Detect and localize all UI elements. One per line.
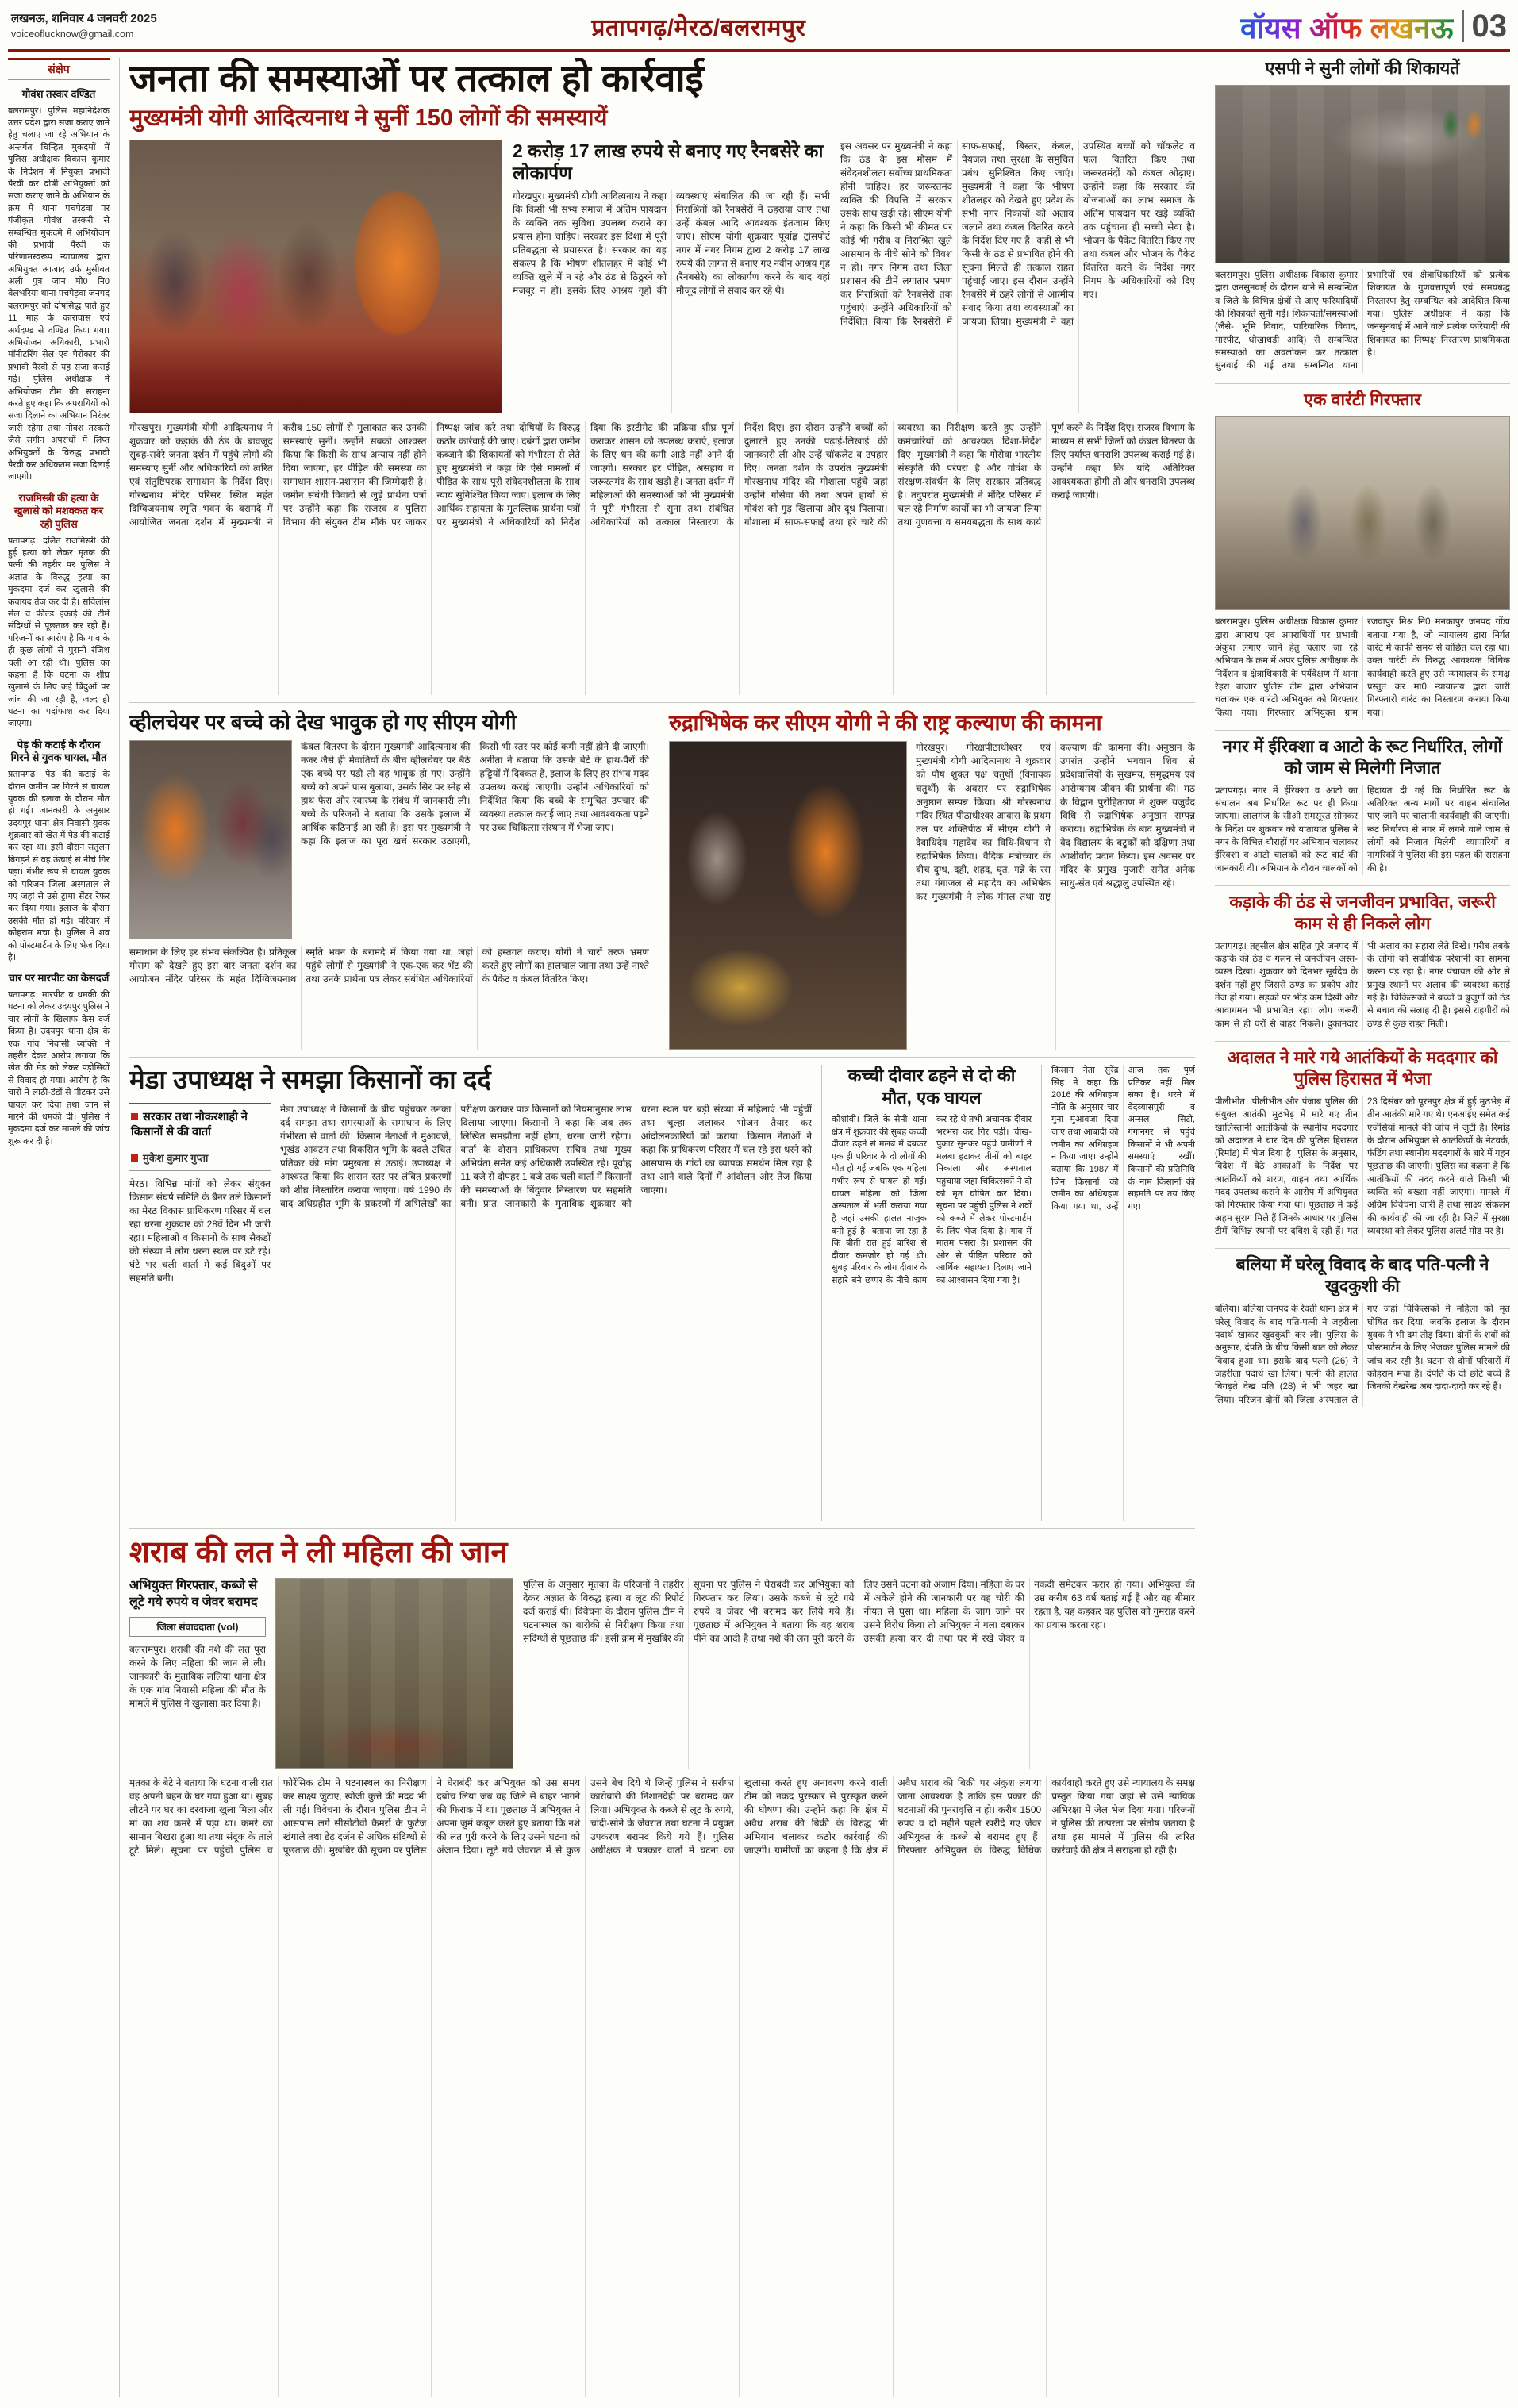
wheelchair-body: कंबल वितरण के दौरान मुख्यमंत्री आदित्यनाथ की नजर जैसे ही मेवातियों के बीच व्हीलचेयर पर बैठे एक बच्चे पर पड़ी तो वह भावुक हो गए। उन्होंने बच्चे को अपने पास बुलाया, उसके सिर पर स्नेह से हाथ फेरा और स्वास्थ्य के संबंध में जानकारी ली। बच्चे के परिजनों ने बताया कि उसके इलाज में आर्थिक कठिनाई आ रही है। इस पर मुख्यमंत्री ने कहा कि इलाज का पूरा खर्च सरकार उठाएगी, किसी भी स्तर पर कोई कमी नहीं होने दी जाएगी। अनीता ने बताया कि उसके बेटे के हाथ-पैरों की हड्डियों में दिक्कत है, इलाज के लिए हर संभव मदद उपलब्ध कराई जाएगी। उन्होंने अधिकारियों को निर्देशित किया कि बच्चे के समुचित उपचार की व्यवस्था तत्काल कराई जाए तथा आवश्यकता पड़ने पर उच्च चिकित्सा संस्थान में भेजा जाए। [301,741,649,847]
rudrabhishek-headline: रुद्राभिषेक कर सीएम योगी ने की राष्ट्र कल्याण की कामना [669,711,1102,735]
court-remand-headline: अदालत ने मारे गये आतंकियों के मददगार को पुलिस हिरासत में भेजा [1227,1048,1498,1089]
byline-box [129,1103,271,1171]
police-press-photo [275,1578,513,1769]
column-divider [821,1065,822,1521]
column-divider [1041,1065,1042,1521]
brief-title: पेड़ की कटाई के दौरान गिरने से युवक घायल, मौत [10,738,107,764]
second-story-row [129,710,1195,1050]
brief-body: प्रतापगढ़। दलित राजमिस्त्री की हुई हत्या को लेकर मृतक की पत्नी की तहरीर पर पुलिस ने अज्ञात के विरुद्ध हत्या का मुकदमा दर्ज कर खुलासे की कवायद तेज कर दी है। सर्विलांस सेल व फील्ड इकाई की टीमें संदिग्धों से पूछताछ कर रही हैं। परिजनों का आरोप है कि गांव के ही कुछ लोगों से पुरानी रंजिश चली आ रही थी। पुलिस का कहना है कि घटना के शीघ्र खुलासे के लिए कई बिंदुओं पर जांच की जा रही है, जल्द ही घटना का पर्दाफाश कर दिया जाएगा। [8,536,110,729]
rudrabhishek-content [669,741,1195,1050]
lead-body-band: गोरखपुर। मुख्यमंत्री योगी आदित्यनाथ ने शुक्रवार को कड़ाके की ठंड के बावजूद सुबह-सवेरे जनता दर्शन में पहुंचे लोगों की समस्याएं सुनीं और अधिकारियों को त्वरित एवं संतुष्टिपरक समाधान के निर्देश दिए। गोरखनाथ मंदिर परिसर स्थित महंत दिग्विजयनाथ स्मृति भवन के बरामदे में आयोजित जनता दर्शन में मुख्यमंत्री ने करीब 150 लोगों से मुलाकात कर उनकी समस्याएं सुनीं। उन्होंने सबको आश्वस्त किया कि किसी के साथ अन्याय नहीं होने दिया जाएगा, हर पीड़ित की समस्या का समाधान शासन-प्रशासन की जिम्मेदारी है। जमीन संबंधी विवादों से जुड़े प्रार्थना पत्रों पर उन्होंने कहा कि राजस्व व पुलिस विभाग की संयुक्त टीम मौके पर जाकर निष्पक्ष जांच करे तथा दोषियों के विरुद्ध कठोर कार्रवाई की जाए। दबंगों द्वारा जमीन कब्जाने की शिकायतों को गंभीरता से लेते हुए मुख्यमंत्री ने कहा कि ऐसे मामलों में पीड़ित के साथ पूरी संवेदनशीलता के साथ न्याय सुनिश्चित किया जाए। इलाज के लिए आर्थिक सहायता के मुतल्लिक प्रार्थना पत्रों पर मुख्यमंत्री ने अधिकारियों को निर्देश दिया कि इस्टीमेट की प्रक्रिया शीघ्र पूर्ण कराकर शासन को उपलब्ध कराएं, इलाज के लिए धन की कमी आड़े नहीं आने दी जाएगी। सरकार हर पीड़ित, असहाय व जरूरतमंद के साथ खड़ी है। जनता दर्शन में महिलाओं की समस्याओं को भी मुख्यमंत्री ने पूरी गंभीरता से सुना तथा संबंधित अधिकारियों को तत्काल निस्तारण के निर्देश दिए। इस दौरान उन्होंने बच्चों को दुलारते हुए उनकी पढ़ाई-लिखाई की जानकारी ली और उन्हें चॉकलेट व उपहार दिए। जनता दर्शन के उपरांत मुख्यमंत्री गोरखनाथ मंदिर की गोशाला पहुंचे जहां उन्होंने गोसेवा की तथा अपने हाथों से गोवंश को गुड़ खिलाया और दूध पिलाया। गोशाला में साफ-सफाई तथा हरे चारे की व्यवस्था का निरीक्षण करते हुए उन्होंने कर्मचारियों को आवश्यक दिशा-निर्देश दिए। मुख्यमंत्री ने कहा कि गोसेवा भारतीय संस्कृति की परंपरा है और गोवंश के संरक्षण-संवर्धन के लिए सरकार प्रतिबद्ध है। तदुपरांत मुख्यमंत्री ने मंदिर परिसर में चल रहे निर्माण कार्यों का भी जायजा लिया तथा गुणवत्ता व समयबद्धता के साथ कार्य पूर्ण करने के निर्देश दिए। राजस्व विभाग के माध्यम से सभी जिलों को कंबल वितरण के लिए पर्याप्त धनराशि उपलब्ध कराई गई है। उन्होंने कहा कि यदि अतिरिक्त आवश्यकता होगी तो और धनराशि उपलब्ध कराई जाएगी। [129,422,1195,528]
rudrabhishek-body: गोरखपुर। गोरक्षपीठाधीश्वर एवं मुख्यमंत्री योगी आदित्यनाथ ने शुक्रवार को पौष शुक्ल पक्ष चतुर्थी (विनायक चतुर्थी) के अवसर पर रुद्राभिषेक अनुष्ठान सम्पन्न किया। श्री गोरखनाथ मंदिर स्थित पीठाधीश्वर आवास के प्रथम तल पर शक्तिपीठ में सीएम योगी ने देवाधिदेव महादेव का विधि-विधान से रुद्राभिषेक किया। वैदिक मंत्रोच्चार के बीच दुग्ध, दही, शहद, घृत, गन्ने के रस तथा गंगाजल से महादेव का अभिषेक कर मुख्यमंत्री ने लोक मंगल तथा राष्ट्र कल्याण की कामना की। अनुष्ठान के उपरांत उन्होंने भगवान शिव से प्रदेशवासियों के सुखमय, समृद्धमय एवं आरोग्यमय जीवन की प्रार्थना की। मठ के विद्वान पुरोहितगण ने शुक्ल यजुर्वेद विधि से रुद्राभिषेक अनुष्ठान सम्पन्न कराया। रुद्राभिषेक के बाद मुख्यमंत्री ने वेद विद्यालय के बटुकों को दक्षिणा तथा आशीर्वाद प्रदान किया। इस अवसर पर मंदिर के प्रमुख पुजारी समेत अनेक साधु-संत एवं श्रद्धालु उपस्थित रहे। [916,742,1195,902]
meda-body-columns: मेडा उपाध्यक्ष ने किसानों के बीच पहुंचकर उनका दर्द समझा तथा समस्याओं के समाधान के लिए गंभीरता से वार्ता की। किसान नेताओं ने मुआवजे, भूखंड आवंटन तथा विकसित भूमि के बदले उचित प्रतिकर की मांग प्रमुखता से उठाई। उपाध्यक्ष ने आश्वस्त किया कि शासन स्तर पर लंबित प्रकरणों को शीघ्र निस्तारित कराया जाएगा। वर्ष 1990 के बाद अधिग्रहीत भूमि के प्रकरणों में अभिलेखों का परीक्षण कराकर पात्र किसानों को नियमानुसार लाभ दिलाया जाएगा। किसानों ने कहा कि जब तक लिखित समझौता नहीं होगा, धरना जारी रहेगा। वार्ता के दौरान प्राधिकरण सचिव तथा मुख्य अभियंता समेत कई अधिकारी उपस्थित रहे। पूर्वाह्न 11 बजे से दोपहर 1 बजे तक चली वार्ता में किसानों की समस्याओं के बिंदुवार निस्तारण पर सहमति बनी। प्रात: जानकारी के मुताबिक शुक्रवार को धरना स्थल पर बड़ी संख्या में महिलाएं भी पहुंचीं तथा चूल्हा जलाकर भोजन तैयार कर आंदोलनकारियों को कराया। किसान नेताओं ने कहा कि प्राधिकरण परिसर में चल रहे इस धरने को आसपास के गांवों का व्यापक समर्थन मिल रहा है तथा आने वाले दिनों में आंदोलन और तेज किया जाएगा। [280,1103,812,1210]
liquor-top-columns: पुलिस के अनुसार मृतका के परिजनों ने तहरीर देकर अज्ञात के विरुद्ध हत्या व लूट की रिपोर्ट दर्ज कराई थी। विवेचना के दौरान पुलिस टीम ने घटनास्थल का बारीकी से निरीक्षण किया तथा संदिग्धों से पूछताछ की। इसी क्रम में मुखबिर की सूचना पर पुलिस ने घेराबंदी कर अभियुक्त को गिरफ्तार कर लिया। उसके कब्जे से लूटे गये रुपये व जेवर भी बरामद कर लिये गये हैं। पूछताछ में अभियुक्त ने बताया कि वह शराब पीने का आदी है तथा नशे की लत पूरी करने के लिए उसने घटना को अंजाम दिया। महिला के घर में अकेले होने की जानकारी पर वह चोरी की नीयत से घुसा था। महिला के जाग जाने पर उसने विरोध किया तो अभियुक्त ने गला दबाकर उसकी हत्या कर दी तथा घर में रखे जेवर व नकदी समेटकर फरार हो गया। अभियुक्त की उम्र करीब 63 वर्ष बताई गई है और वह बीमार रहता है, यह कहकर वह पुलिस को गुमराह करने का प्रयास करता रहा। [523,1578,1195,1644]
contact-email: voiceoflucknow@gmail.com [11,28,134,40]
cold-wave-headline: कड़ाके की ठंड से जनजीवन प्रभावित, जरूरी काम से ही निकले लोग [1229,893,1496,933]
page-content [8,58,1510,2397]
liquor-byline: जिला संवाददाता (vol) [129,1617,266,1637]
story-divider [1215,383,1510,384]
court-remand-body: पीलीभीत। पीलीभीत और पंजाब पुलिस की संयुक्त आतंकी मुठभेड़ में मारे गए तीन खालिस्तानी आतंकियों के स्थानीय मददगार को अदालत ने चार दिन की पुलिस हिरासत (रिमांड) में भेज दिया है। पुलिस के अनुसार, विदेश में बैठे आकाओं के निर्देश पर आतंकियों को शरण, वाहन तथा आर्थिक मदद उपलब्ध कराने के आरोप में अभियुक्त को गिरफ्तार किया गया था। पूछताछ में कई अहम सुराग मिले हैं जिनके आधार पर पुलिस टीमें विभिन्न स्थानों पर दबिश दे रही हैं। गत 23 दिसंबर को पूरनपुर क्षेत्र में हुई मुठभेड़ में तीन आतंकी मारे गए थे। एनआईए समेत कई एजेंसियां मामले की जांच में जुटी हैं। रिमांड के दौरान अभियुक्त से आतंकियों के नेटवर्क, फंडिंग तथा स्थानीय मददगारों के बारे में गहन पूछताछ की जाएगी। पुलिस का कहना है कि आतंकियों की मदद करने वाले किसी भी व्यक्ति को बख्शा नहीं जाएगा। मामले में अग्रिम विवेचना जारी है तथा साक्ष्य संकलन की कार्यवाही की जा रही है। जिले में सुरक्षा व्यवस्था को लेकर पुलिस अलर्ट मोड पर है। [1215,1096,1510,1237]
page-number: 03 [1462,10,1508,42]
erickshaw-route-story [1215,736,1510,875]
brief-body: बलरामपुर। पुलिस महानिदेशक उत्तर प्रदेश द्वारा सजा कराए जाने हेतु चलाए जा रहे अभियान के अन्तर्गत चिन्हित मुकदमों में पुलिस अधीक्षक विकास कुमार के निर्देशन में नियुक्त प्रभावी पैरवी कर दोषी अभियुक्तों को सजा कराए जाने के अभियान के क्रम में थाना पचपेड़वा पर पंजीकृत गोवंश तस्करी से सम्बन्धित मुकदमे में अभियोजन की प्रभावी पैरवी के परिणामस्वरूप न्यायालय द्वारा अभियुक्त आजाद उर्फ मुसीबत अली पुत्र जान मो0 नि0 बेलभरिया थाना पचपेड़वा जनपद बलरामपुर को दोषसिद्ध पाते हुए 11 माह के कारावास एवं अर्थदण्ड से दण्डित किया गया। अभियोजन अधिकारी, प्रभारी मॉनीटरिंग सेल एवं पैरोकार की प्रभावी पैरवी से यह सजा कराई गई। पुलिस अधीक्षक ने अभियोजन टीम की सराहना करते हुए कहा कि अपराधियों को सजा दिलाने का अभियान निरंतर जारी रहेगा तथा गोवंश तस्करी जैसे संगीन अपराधों में लिप्त अभियुक्तों के विरुद्ध प्रभावी पैरवी कर अधिकतम सजा दिलाई जाएगी। [8,106,110,482]
lead-story [129,58,1195,695]
wall-collapse-headline: कच्ची दीवार ढहने से दो की मौत, एक घायल [847,1066,1016,1108]
ballia-suicide-body: बलिया। बलिया जनपद के रेवती थाना क्षेत्र में घरेलू विवाद के बाद पति-पत्नी ने जहरीला पदार्थ खाकर खुदकुशी कर ली। पुलिस के अनुसार, दंपति के बीच किसी बात को लेकर विवाद हुआ था। इसके बाद पत्नी (26) ने जहरीला पदार्थ खा लिया। पत्नी की हालत बिगड़ते देख पति (28) ने भी जहर खा लिया। परिजन दोनों को जिला अस्पताल ले गए जहां चिकित्सकों ने महिला को मृत घोषित कर दिया, जबकि इलाज के दौरान युवक ने भी दम तोड़ दिया। दोनों के शवों को पोस्टमार्टम के लिए भेजकर पुलिस मामले की जांच कर रही है। घटना से दोनों परिवारों में कोहराम मचा है। दंपति के दो छोटे बच्चे हैं जिनकी देखरेख अब दादा-दादी कर रहे हैं। [1215,1304,1510,1405]
main-stories [129,58,1195,2397]
wheelchair-photo [129,740,292,939]
sp-hearing-story [1215,58,1510,373]
erickshaw-route-body: प्रतापगढ़। नगर में ईरिक्शा व आटो का संचालन अब निर्धारित रूट पर ही किया जाएगा। लालगंज के सीओ रामसूरत सोनकर के निर्देश पर शुक्रवार को यातायात पुलिस ने नगर के विभिन्न चौराहों पर अभियान चलाकर ईरिक्शा व आटो चालकों को रूट चार्ट की जानकारी दी। अभियान के दौरान चालकों को हिदायत दी गई कि निर्धारित रूट के अतिरिक्त अन्य मार्गों पर वाहन संचालित पाए जाने पर चालानी कार्यवाही की जाएगी। रूट निर्धारण से नगर में लगने वाले जाम से लोगों को निजात मिलेगी। व्यापारियों व नागरिकों ने पुलिस की इस पहल की सराहना की है। [1215,785,1510,874]
lead-subhead: मुख्यमंत्री योगी आदित्यनाथ ने सुनीं 150 लोगों की समस्यायें [129,105,608,131]
edition-names: प्रतापगढ़/मेरठ/बलरामपुर [591,14,806,41]
brief-item [8,739,110,965]
masthead-dateline [11,11,157,40]
byline [131,1146,269,1165]
bullet-square-icon [131,1154,138,1162]
rudrabhishek-story [669,710,1195,1050]
warrant-arrest-story [1215,390,1510,720]
liquor-story [129,1536,1195,2397]
masthead-brand-block [1240,6,1507,47]
meda-content [129,1103,812,1521]
brief-title: राजमिस्त्री की हत्या के खुलासे को मशक्कत कर रही पुलिस [13,491,104,530]
sp-hearing-headline: एसपी ने सुनी लोगों की शिकायतें [1265,59,1460,78]
edition-date: लखनऊ, शनिवार 4 जनवरी 2025 [11,12,157,26]
byline-text: मुकेश कुमार गुप्ता [143,1152,209,1165]
brief-body: प्रतापगढ़। मारपीट व धमकी की घटना को लेकर उदयपुर पुलिस ने चार लोगों के खिलाफ केस दर्ज किया है। उदयपुर थाना क्षेत्र के एक गांव निवासी व्यक्ति ने तहरीर देकर आरोप लगाया कि खेत की मेड़ को लेकर पड़ोसियों से विवाद हो गया। आरोप है कि चारों ने लाठी-डंडों से पीटकर उसे घायल कर दिया तथा जान से मारने की धमकी दी। पुलिस ने मुकदमा दर्ज कर मामले की जांच शुरू कर दी है। [8,989,110,1146]
standfirst-text: सरकार तथा नौकरशाही ने किसानों से की वार्ता [131,1110,248,1139]
warrant-arrest-body: बलरामपुर। पुलिस अधीक्षक विकास कुमार द्वारा अपराध एवं अपराधियों पर प्रभावी अंकुश लगाए जाने हेतु चलाए जा रहे अभियान के क्रम में अपर पुलिस अधीक्षक के निर्देशन व क्षेत्राधिकारी के पर्यवेक्षण में थाना रेहरा बाजार पुलिस टीम द्वारा अभियान चलाकर एक वारंटी अभियुक्त को गिरफ्तार किया गया। गिरफ्तार अभियुक्त ग्राम रजवापुर मिश्र नि0 मनकापुर जनपद गोंडा बताया गया है, जो न्यायालय द्वारा निर्गत वारंट में काफी समय से वांछित चल रहा था। उक्त वारंटी के विरुद्ध आवश्यक विधिक कार्यवाही करते हुए उसे न्यायालय के समक्ष प्रस्तुत कर मा0 न्यायालय द्वारा जारी गिरफ्तारी वारंट का निस्तारण कराया किया गया। [1215,617,1510,718]
briefs-section-label: संक्षेप [8,58,110,80]
section-divider [129,1057,1195,1058]
third-story-row [129,1065,1195,1521]
wall-collapse-body: कौशांबी। जिले के सैनी थाना क्षेत्र में शुक्रवार की सुबह कच्ची दीवार ढहने से मलबे में दबकर एक ही परिवार के दो लोगों की मौत हो गई जबकि एक महिला गंभीर रूप से घायल हो गई। घायल महिला को जिला अस्पताल में भर्ती कराया गया है जहां उसकी हालत नाजुक बनी हुई है। बताया जा रहा है कि बीती रात हुई बारिश से दीवार कमजोर हो गई थी। सुबह परिवार के लोग दीवार के सहारे बने छप्पर के नीचे काम कर रहे थे तभी अचानक दीवार भरभरा कर गिर पड़ी। चीख-पुकार सुनकर पहुंचे ग्रामीणों ने मलबा हटाकर तीनों को बाहर निकाला और अस्पताल पहुंचाया जहां चिकित्सकों ने दो को मृत घोषित कर दिया। सूचना पर पहुंची पुलिस ने शवों को कब्जे में लेकर पोस्टमार्टम के लिए भेज दिया है। गांव में मातम पसरा है। प्रशासन की ओर से पीड़ित परिवार को आर्थिक सहायता दिलाए जाने का आश्वासन दिया गया है। [832,1115,1032,1285]
liquor-info-column [129,1578,266,1769]
story-divider [1215,1041,1510,1042]
wheelchair-body-extra: समाधान के लिए हर संभव संकल्पित है। प्रतिकूल मौसम को देखते हुए इस बार जनता दर्शन का आयोजन मंदिर परिसर के महंत दिग्विजयनाथ स्मृति भवन के बरामदे में किया गया था, जहां पहुंचे लोगों से मुख्यमंत्री ने एक-एक कर भेंट की तथा उनके प्रार्थना पत्र लेकर संबंधित अधिकारियों को हस्तगत कराए। योगी ने चारों तरफ भ्रमण करते हुए लोगों का हालचाल जाना तथा उन्हें नाश्ते के पैकेट व कंबल वितरित किए। [129,947,649,985]
section-divider [129,702,1195,703]
kicker-zone [513,140,830,413]
brief-title: चार पर मारपीट का केसदर्ज [8,972,110,985]
meda-info-column [129,1103,271,1521]
cold-wave-story [1215,892,1510,1031]
masthead-rule [8,49,1510,52]
newspaper-logo: वॉयस ऑफ लखनऊ [1240,6,1454,47]
kicker-body: गोरखपुर। मुख्यमंत्री योगी आदित्यनाथ ने कहा कि किसी भी सभ्य समाज में अंतिम पायदान के व्यक्ति तक सुविधा उपलब्ध कराने का प्रयास होना चाहिए। सरकार इस दिशा में पूरी प्रतिबद्धता से प्रयासरत है। सरकार का यह संकल्प है कि भीषण शीतलहर में कोई भी व्यक्ति खुले में न रहे और ठंड से ठिठुरने को मजबूर न हो। इसके लिए आश्रय गृहों की व्यवस्थाएं संचालित की जा रही हैं। सभी निराश्रितों को रैनबसेरों में ठहराया जाए तथा उन्हें कंबल आदि आवश्यक इंतजाम किए जाएं। सीएम योगी शुक्रवार पूर्वाह्न ट्रांसपोर्ट नगर में नगर निगम द्वारा 2 करोड़ 17 लाख रुपये की लागत से बनाए गए नवीन आश्रय गृह (रैनबसेरे) का लोकार्पण करने के बाद वहां मौजूद लोगों से संवाद कर रहे थे। [513,190,830,297]
ballia-suicide-story [1215,1254,1510,1406]
kicker-headline: 2 करोड़ 17 लाख रुपये से बनाए गए रैनबसेरे का लोकार्पण [513,140,824,184]
warrant-arrest-headline: एक वारंटी गिरफ्तार [1304,390,1421,409]
wheelchair-top [129,740,649,939]
right-rail [1215,58,1510,2397]
story-divider [1215,1248,1510,1249]
meda-story [129,1065,812,1521]
wheelchair-headline: व्हीलचेयर पर बच्चे को देख भावुक हो गए सीएम योगी [129,710,517,735]
rudrabhishek-photo [669,741,907,1050]
story-divider [1215,885,1510,886]
bullet-square-icon [131,1113,138,1120]
column-divider [119,58,120,2397]
brief-item [8,88,110,484]
sp-hearing-photo [1215,85,1510,263]
brief-item [8,492,110,731]
wheelchair-story [129,710,649,1050]
liquor-top-row [129,1578,1195,1769]
erickshaw-route-headline: नगर में ईरिक्शा व आटो के रूट निर्धारित, लोगों को जाम से मिलेगी निजात [1222,737,1503,778]
meda-headline: मेडा उपाध्यक्ष ने समझा किसानों का दर्द [129,1065,491,1095]
meda-intro: मेरठ। विभिन्न मांगों को लेकर संयुक्त किसान संघर्ष समिति के बैनर तले किसानों का मेरठ विकास प्राधिकरण परिसर में चल रहा धरना शुक्रवार को 28वें दिन भी जारी रहा। महिलाओं व किसानों के साथ सैकड़ों की संख्या में लोग धरना स्थल पर डटे रहे। घंटे भर चली वार्ता में कई बिंदुओं पर सहमति बनी। [129,1178,271,1285]
lead-photo [129,140,502,413]
cold-wave-body: प्रतापगढ़। तहसील क्षेत्र सहित पूरे जनपद में कड़ाके की ठंड व गलन से जनजीवन अस्त-व्यस्त दिखा। शुक्रवार को दिनभर सूर्यदेव के दर्शन नहीं हुए जिससे ठण्ड का प्रकोप और तेज हो गया। सड़कों पर भीड़ कम दिखी और आवागमन भी प्रभावित रहा। लोग जरूरी काम से ही घरों से बाहर निकले। दुकानदार भी अलाव का सहारा लेते दिखे। गरीब तबके के लोगों को सर्वाधिक परेशानी का सामना करना पड़ रहा है। नगर पंचायत की ओर से प्रमुख स्थानों पर अलाव की व्यवस्था कराई गई है। चिकित्सकों ने बच्चों व बुजुर्गों को ठंड से बचाव की सलाह दी है। इससे राहगीरों को ठण्ड से कुछ राहत मिली। [1215,941,1510,1029]
liquor-subhead: अभियुक्त गिरफ्तार, कब्जे से लूटे गये रुपये व जेवर बरामद [129,1578,258,1609]
meda-continuation: किसान नेता सुरेंद्र सिंह ने कहा कि 2016 की अधिग्रहण नीति के अनुसार चार गुना मुआवजा दिया जाए तथा आबादी की जमीन का अधिग्रहण न किया जाए। उन्होंने बताया कि 1987 में जिन किसानों की जमीन का अधिग्रहण किया गया था, उन्हें आज तक पूर्ण प्रतिकर नहीं मिल सका है। धरने में वेदव्यासपुरी व अन्सल सिटी, गंगानगर से पहुंचे किसानों ने भी अपनी समस्याएं रखीं। किसानों की प्रतिनिधि के नाम किसानों की सहमति पर तय किए गए। [1051,1066,1195,1212]
brief-title: गोवंश तस्कर दण्डित [21,88,96,100]
story-divider [1215,730,1510,731]
masthead [8,5,1510,48]
court-remand-story [1215,1047,1510,1238]
wall-collapse-story [832,1065,1032,1521]
briefs-rail [8,58,110,2397]
liquor-headline: शराब की लत ने ली महिला की जान [129,1536,508,1570]
lead-top-row [129,140,1195,413]
liquor-intro: बलरामपुर। शराबी की नशे की लत पूरा करने के लिए महिला की जान ले ली। जानकारी के मुताबिक ललिया थाना क्षेत्र के एक गांव निवासी महिला की मौत के मामले में पुलिस ने खुलासा कर दिया है। [129,1644,266,1710]
liquor-body-band: मृतका के बेटे ने बताया कि घटना वाली रात वह अपनी बहन के घर गया हुआ था। सुबह लौटने पर घर का दरवाजा खुला मिला और मां का शव कमरे में पड़ा था। कमरे का सामान बिखरा हुआ था तथा संदूक के ताले टूटे मिले। सूचना पर पहुंची पुलिस व फोरेंसिक टीम ने घटनास्थल का निरीक्षण कर साक्ष्य जुटाए, खोजी कुत्ते की मदद भी ली गई। विवेचना के दौरान पुलिस टीम ने आसपास लगे सीसीटीवी कैमरों के फुटेज खंगाले तथा डेढ़ दर्जन से अधिक संदिग्धों से पूछताछ की। मुखबिर की सूचना पर पुलिस ने घेराबंदी कर अभियुक्त को उस समय दबोच लिया जब वह जिले से बाहर भागने की फिराक में था। पूछताछ में अभियुक्त ने अपना जुर्म कबूल करते हुए बताया कि नशे की लत पूरी करने के लिए उसने घटना को अंजाम दिया। लूटे गये जेवरात में से कुछ उसने बेच दिये थे जिन्हें पुलिस ने सर्राफा कारोबारी की निशानदेही पर बरामद कर लिया। अभियुक्त के कब्जे से लूट के रुपये, चांदी-सोने के जेवरात तथा घटना में प्रयुक्त उपकरण बरामद किये गये हैं। पुलिस अधीक्षक ने पत्रकार वार्ता में घटना का खुलासा करते हुए अनावरण करने वाली टीम को नकद पुरस्कार से पुरस्कृत करने की घोषणा की। उन्होंने कहा कि क्षेत्र में अवैध शराब की बिक्री के विरुद्ध भी अभियान चलाकर कठोर कार्रवाई की जाएगी। ग्रामीणों का कहना है कि क्षेत्र में अवैध शराब की बिक्री पर अंकुश लगाया जाना आवश्यक है ताकि इस प्रकार की घटनाओं की पुनरावृत्ति न हो। करीब 1500 रुपए व दो महीने पहले खरीदे गए जेवर अभियुक्त के कब्जे से बरामद हुए हैं। गिरफ्तार अभियुक्त के विरुद्ध विधिक कार्यवाही करते हुए उसे न्यायालय के समक्ष प्रस्तुत किया गया जहां से उसे न्यायिक अभिरक्षा में जेल भेज दिया गया। परिजनों ने पुलिस की तत्परता पर संतोष जताया है तथा इस मामले में पुलिस की त्वरित कार्रवाई की क्षेत्र में सराहना हो रही है। [129,1776,1195,1856]
warrant-arrest-photo [1215,416,1510,610]
ballia-suicide-headline: बलिया में घरेलू विवाद के बाद पति-पत्नी ने खुदकुशी की [1236,1255,1489,1296]
lead-headline: जनता की समस्याओं पर तत्काल हो कार्रवाई [129,58,704,99]
brief-body: प्रतापगढ़। पेड़ की कटाई के दौरान जमीन पर गिरने से घायल युवक की इलाज के दौरान मौत हो गई। जानकारी के अनुसार उदयपुर थाना क्षेत्र निवासी युवक शुक्रवार को खेत में पेड़ की कटाई कर रहा था। इसी दौरान संतुलन बिगड़ने से वह ऊंचाई से नीचे गिर पड़ा। गंभीर रूप से घायल युवक को परिजन जिला अस्पताल ले गए जहां से उसे ट्रामा सेंटर रेफर कर दिया गया। इलाज के दौरान उसकी मौत हो गई। परिवार में कोहराम मचा है। पुलिस ने शव को पोस्टमार्टम के लिए भेज दिया है। [8,770,110,962]
lead-right-columns: इस अवसर पर मुख्यमंत्री ने कहा कि ठंड के इस मौसम में संवेदनशीलता सर्वोच्च प्राथमिकता होनी चाहिए। हर जरूरतमंद व्यक्ति की विपत्ति में सरकार उसके साथ खड़ी रहे। सीएम योगी ने कहा कि किसी भी कीमत पर कोई भी गरीब व निराश्रित खुले आसमान के नीचे सोने को विवश न हो। नगर निगम तथा जिला प्रशासन की टीमें लगातार भ्रमण कर निराश्रितों को रैनबसेरों तक पहुंचाएं। उन्होंने अधिकारियों को निर्देशित किया कि रैनबसेरों में साफ-सफाई, बिस्तर, कंबल, पेयजल तथा सुरक्षा के समुचित प्रबंध सुनिश्चित किए जाएं। मुख्यमंत्री ने कहा कि भीषण शीतलहर को देखते हुए प्रदेश के सभी नगर निकायों को अलाव जलाने तथा कंबल वितरित करने के निर्देश दिए गए हैं। कहीं से भी किसी के ठंड से प्रभावित होने की सूचना मिलते ही तत्काल राहत पहुंचाई जाए। इस दौरान उन्होंने रैनबसेरे में ठहरे लोगों से आत्मीय संवाद किया तथा व्यवस्थाओं का जायजा लिया। मुख्यमंत्री ने वहां उपस्थित बच्चों को चॉकलेट व फल वितरित किए तथा जरूरतमंदों को कंबल ओढ़ाए। उन्होंने कहा कि सरकार की योजनाओं का लाभ समाज के अंतिम पायदान पर खड़े व्यक्ति तक पहुंचाना ही सच्ची सेवा है। भोजन के पैकेट वितरित किए गए तथा कंबल और भोजन के पैकेट वितरित करने के निर्देश नगर निगम के अधिकारियों को दिए गए। [840,140,1195,328]
standfirst [131,1110,269,1140]
brief-item [8,972,110,1148]
sp-hearing-body: बलरामपुर। पुलिस अधीक्षक विकास कुमार द्वारा जनसुनवाई के दौरान थाने से सम्बन्धित व जिले के विभिन्न क्षेत्रों से आए फरियादियों की शिकायतें सुनी गईं। शिकायतों/समस्याओं (जैसे- भूमि विवाद, पारिवारिक विवाद, मारपीट, धोखाधड़ी आदि) से सम्बन्धित समस्याओं का अवलोकन कर तत्काल सुनवाई की गई तथा सम्बन्धित थाना प्रभारियों एवं क्षेत्राधिकारियों को प्रत्येक शिकायत के गुणवत्तापूर्ण एवं समयबद्ध निस्तारण हेतु सम्बन्धित को आदेशित किया गया। पुलिस अधीक्षक ने कहा कि जनसुनवाई में आने वाले प्रत्येक फरियादी की शिकायत का निष्पक्ष निस्तारण प्राथमिकता है। [1215,270,1510,371]
section-divider [129,1528,1195,1529]
